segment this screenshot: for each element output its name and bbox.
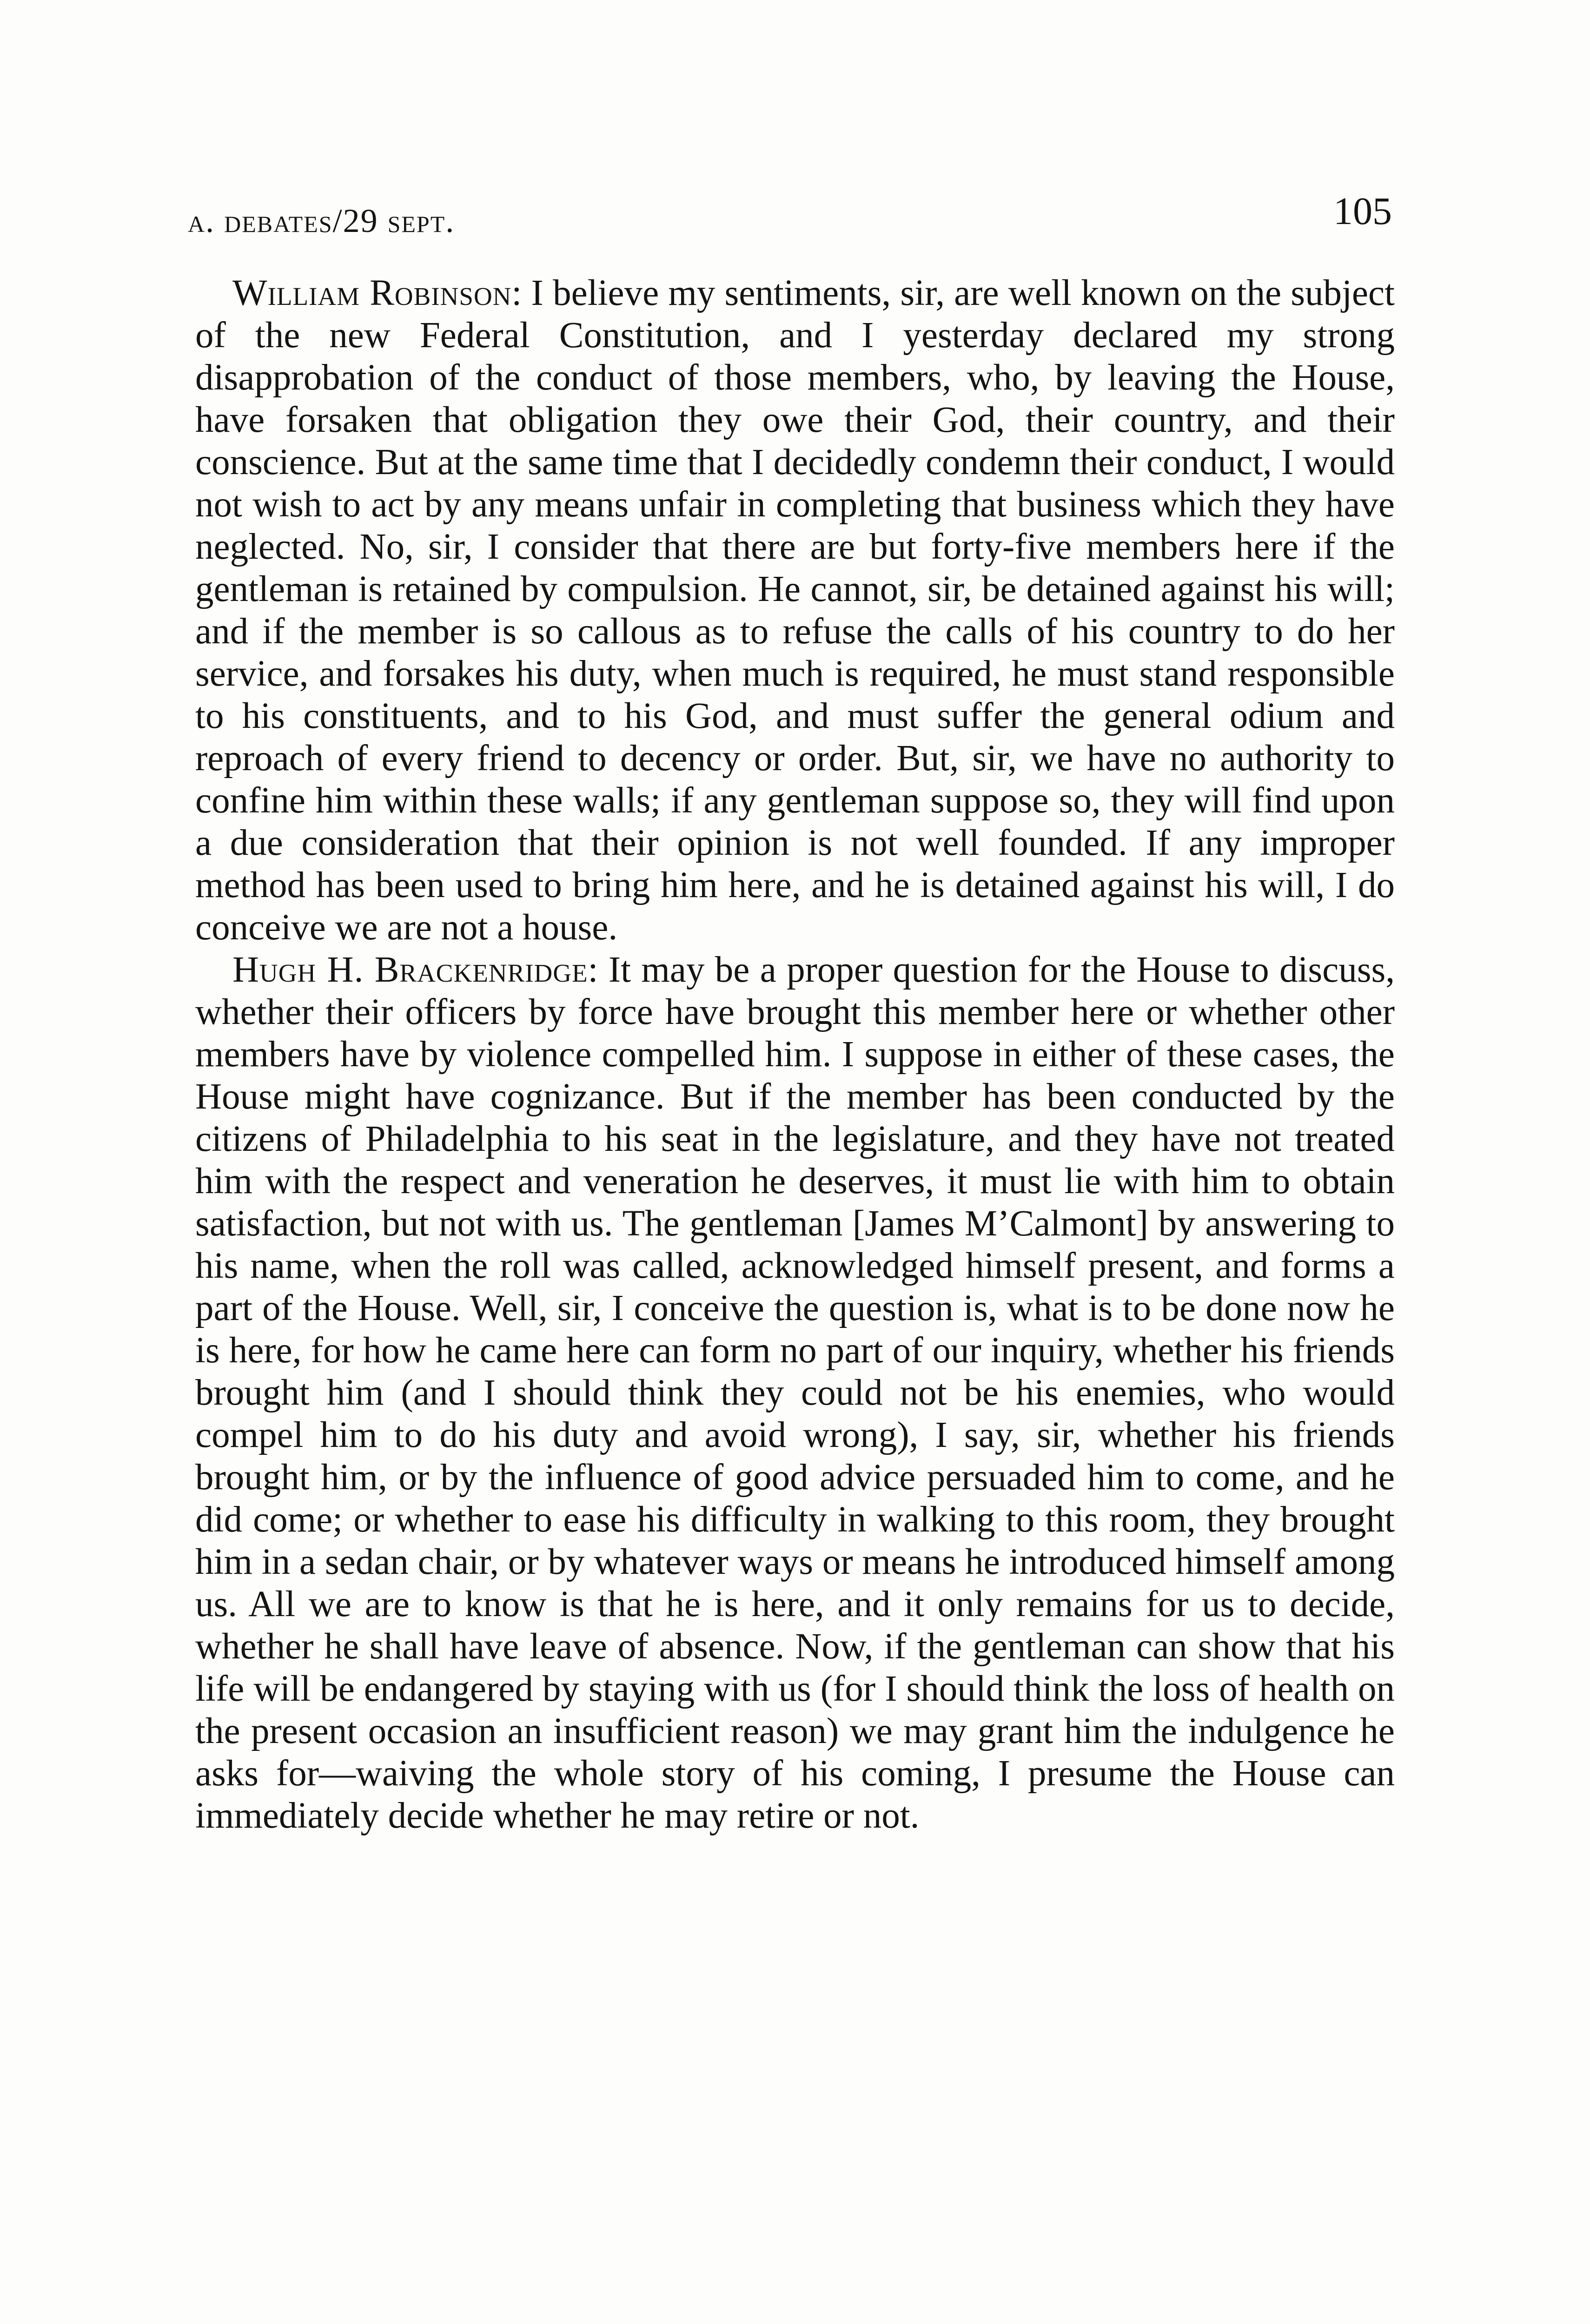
body-text <box>195 272 1395 1837</box>
paragraph <box>195 272 1395 949</box>
speaker-name: William Robinson <box>232 273 512 313</box>
paragraph-text: : I believe my sentiments, sir, are well known on the subject of the new Federal Constitution, and I yesterday declared my strong disapprobation of the conduct of those members, who, by leaving the House, have forsaken that obligation they owe their God, their country, and their conscience. But at the same time that I decidedly condemn their conduct, I would not wish to act by any means unfair in completing that business which they have neglected. No, sir, I consider that there are but forty-five members here if the gentleman is retained by compulsion. He cannot, sir, be detained against his will; and if the member is so callous as to refuse the calls of his country to do her service, and forsakes his duty, when much is required, he must stand responsible to his constituents, and to his God, and must suffer the general odium and reproach of every friend to decency or order. But, sir, we have no authority to confine him within these walls; if any gentleman suppose so, they will find upon a due consideration that their opinion is not well founded. If any improper method has been used to bring him here, and he is detained against his will, I do conceive we are not a house. <box>195 273 1395 948</box>
page-number: 105 <box>1333 190 1392 233</box>
speaker-name: Hugh H. Brackenridge <box>232 950 588 990</box>
paragraph <box>195 949 1395 1837</box>
running-head <box>188 190 1392 242</box>
paragraph-text: : It may be a proper question for the House to discuss, whether their officers by force have brought this member here or whether other members have by violence compelled him. I suppose in either of these cases, the House might have cognizance. But if the member has been conducted by the citizens of Philadelphia to his seat in the legislature, and they have not treated him with the respect and veneration he deserves, it must lie with him to obtain satisfaction, but not with us. The gentleman [James M’Calmont] by answering to his name, when the roll was called, acknowledged himself present, and forms a part of the House. Well, sir, I conceive the question is, what is to be done now he is here, for how he came here can form no part of our inquiry, whether his friends brought him (and I should think they could not be his enemies, who would compel him to do his duty and avoid wrong), I say, sir, whether his friends brought him, or by the influence of good advice persuaded him to come, and he did come; or whether to ease his difficulty in walking to this room, they brought him in a sedan chair, or by whatever ways or means he introduced himself among us. All we are to know is that he is here, and it only remains for us to decide, whether he shall have leave of absence. Now, if the gentleman can show that his life will be endangered by staying with us (for I should think the loss of health on the present occasion an insufficient reason) we may grant him the indulgence he asks for—waiving the whole story of his coming, I presume the House can immediately decide whether he may retire or not. <box>195 950 1395 1836</box>
running-title: a. debates/29 sept. <box>188 202 455 239</box>
